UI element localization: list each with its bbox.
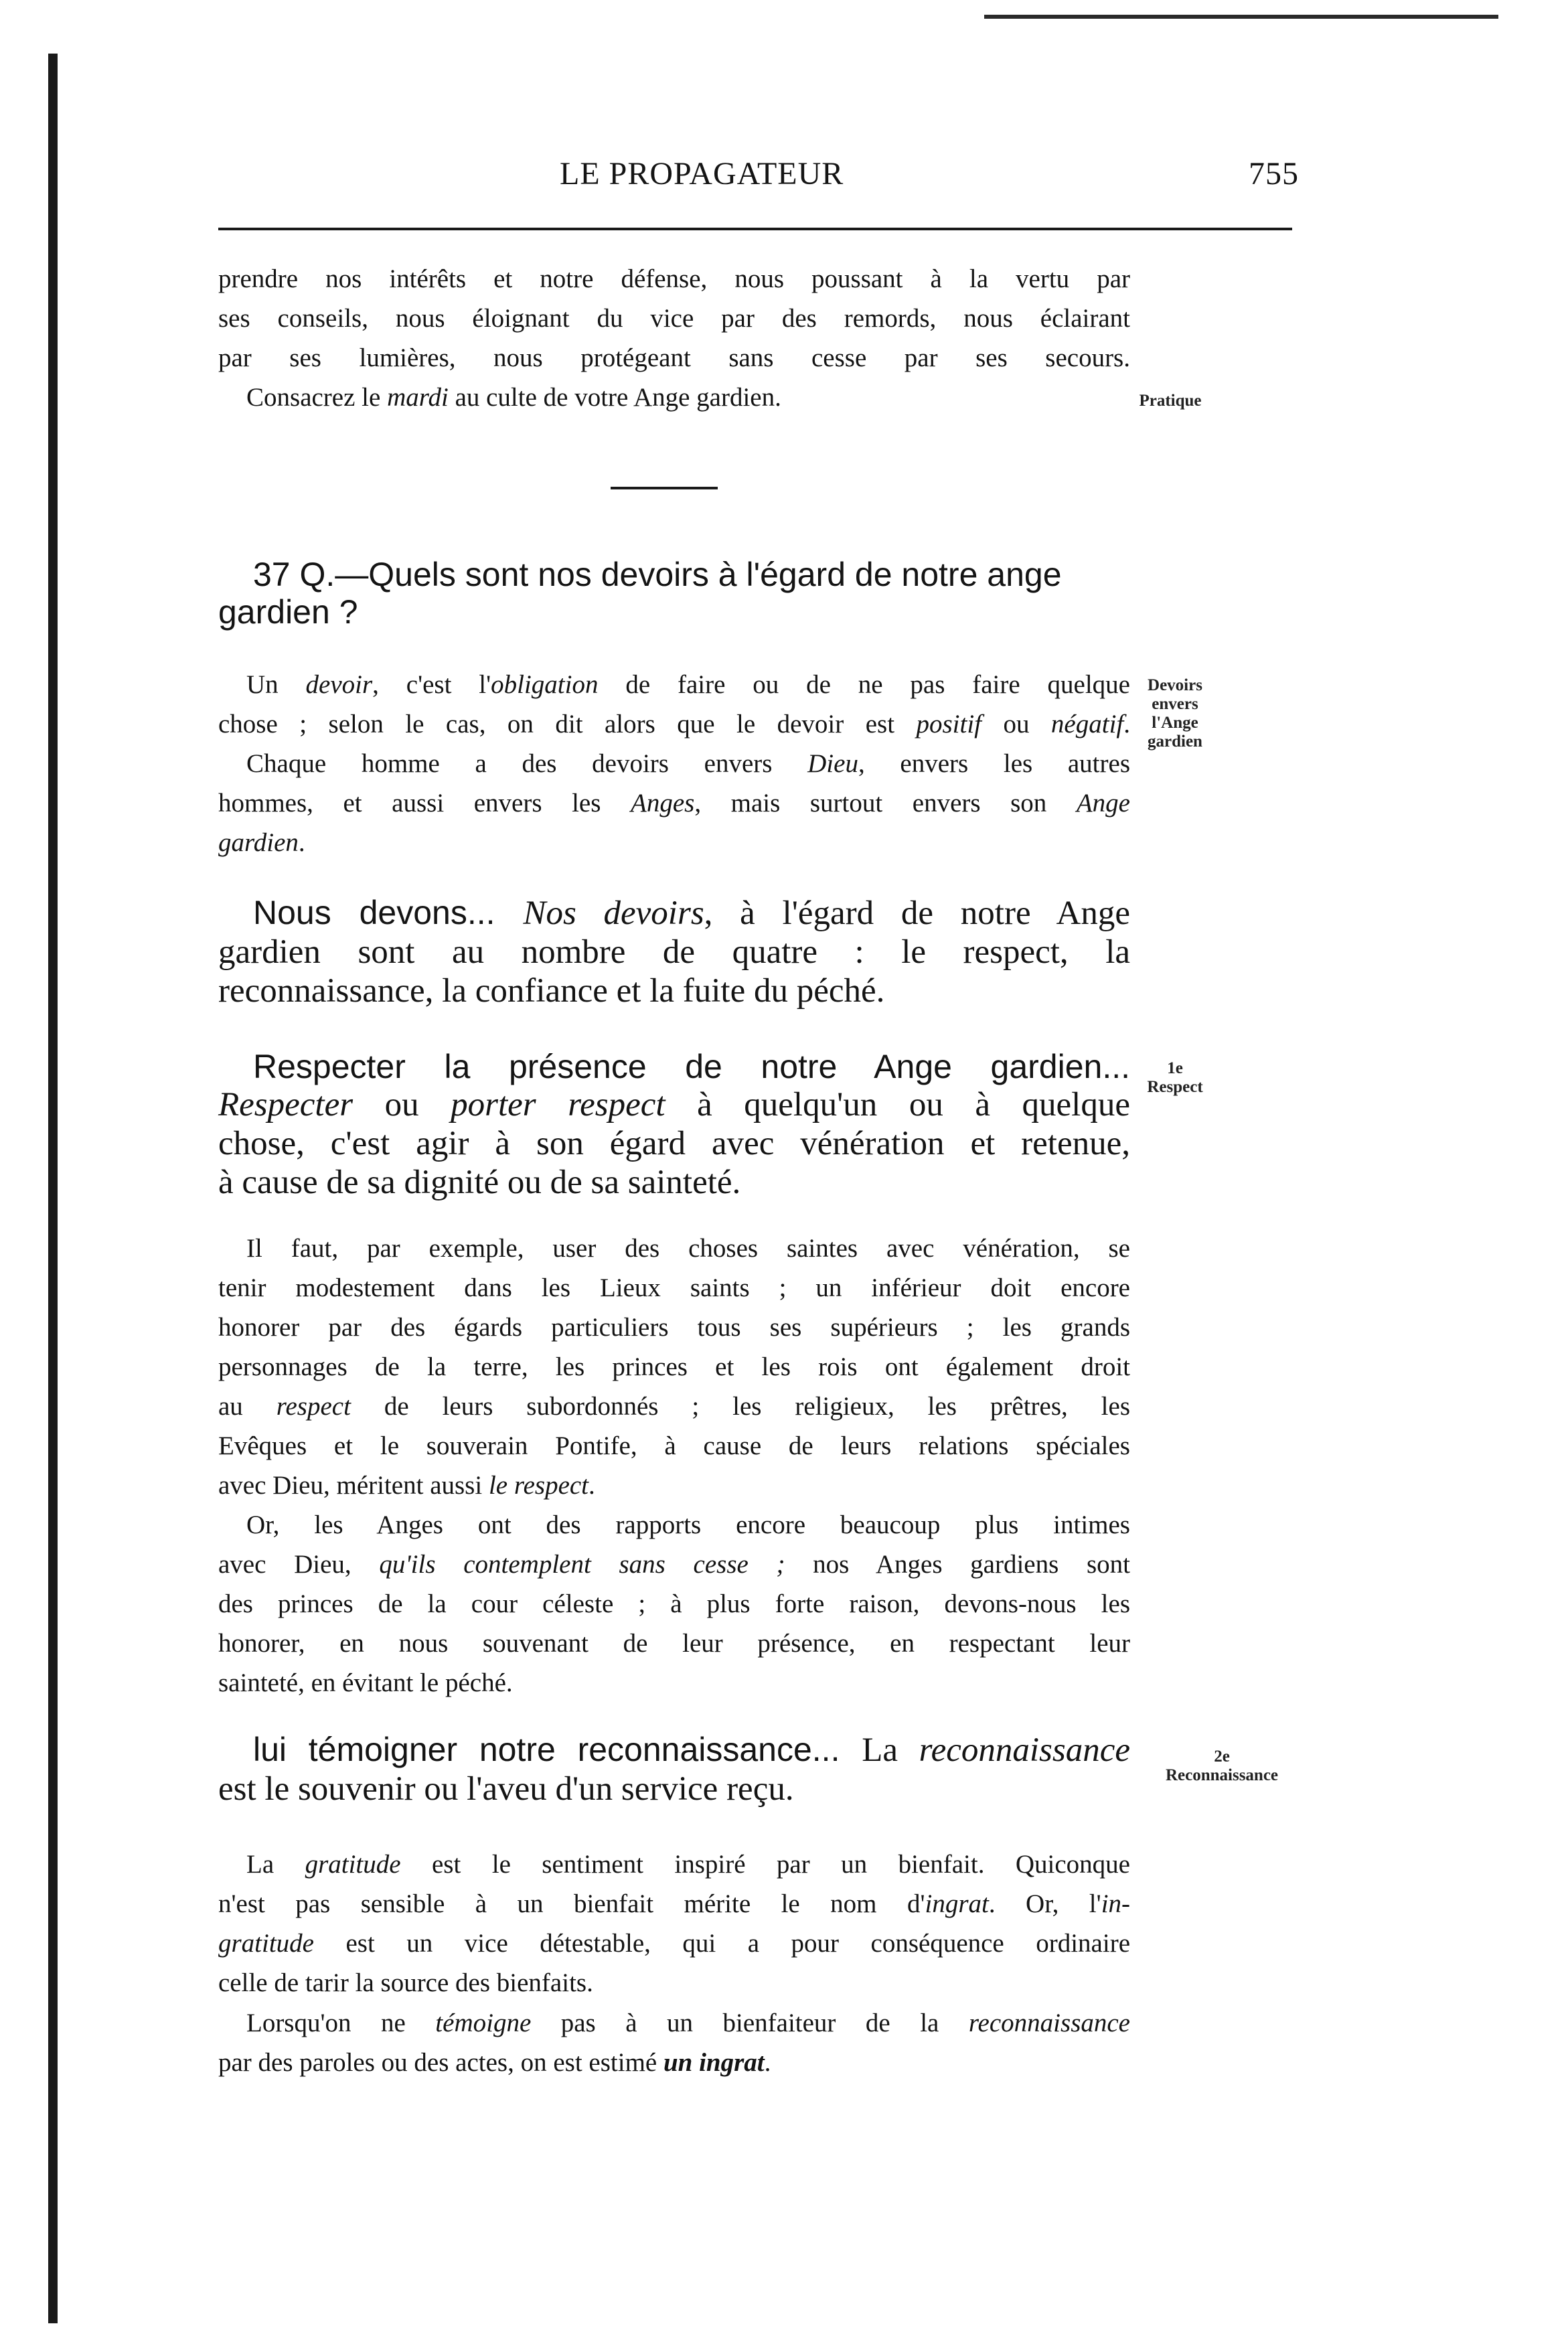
- p5-line-7: avec Dieu, méritent aussi le respect.: [218, 1471, 595, 1500]
- question-line-1: 37 Q.—Quels sont nos devoirs à l'égard de notre ange: [253, 556, 1062, 593]
- paragraph-6: [218, 1505, 1130, 1703]
- question-line-2: gardien ?: [218, 593, 358, 631]
- p2-line-2: chose ; selon le cas, on dit alors que le devoir est positif ou négatif.: [218, 710, 1130, 739]
- header-rule: [218, 228, 1292, 230]
- p4-line-3: chose, c'est agir à son égard avec vénération et retenue,: [218, 1125, 1130, 1162]
- page-edge-shadow: [48, 54, 58, 2323]
- margin-reco-number: 2e: [1214, 1747, 1230, 1766]
- margin-reco-label: Reconnaissance: [1165, 1766, 1279, 1784]
- margin-devoirs-1: Devoirs: [1148, 676, 1202, 694]
- running-head-title: LE PROPAGATEUR: [560, 156, 844, 191]
- paragraph-4: [218, 1048, 1130, 1202]
- p8-line-3: gratitude est un vice détestable, qui a pour conséquence ordinaire: [218, 1929, 1130, 1958]
- p5-line-3: honorer par des égards particuliers tous ses supérieurs ; les grands: [218, 1313, 1130, 1342]
- margin-note-respect: [1131, 1059, 1219, 1097]
- margin-respect-number: 1e: [1167, 1059, 1183, 1077]
- p8-line-4: celle de tarir la source des bienfaits.: [218, 1968, 593, 1997]
- section-divider: [611, 487, 718, 489]
- p6-line-2: avec Dieu, qu'ils contemplent sans cesse ; nos Anges gardiens sont: [218, 1550, 1130, 1579]
- p2-line-3: Chaque homme a des devoirs envers Dieu, envers les autres: [246, 749, 1130, 778]
- p6-line-4: honorer, en nous souvenant de leur présence, en respectant leur: [218, 1629, 1130, 1658]
- p1-line-2: ses conseils, nous éloignant du vice par des remords, nous éclairant: [218, 304, 1130, 333]
- p2-line-4: hommes, et aussi envers les Anges, mais surtout envers son Ange: [218, 789, 1130, 818]
- top-edge-rule: [984, 15, 1498, 19]
- p7-line-2: est le souvenir ou l'aveu d'un service reçu.: [218, 1770, 794, 1808]
- margin-note-reconnaissance: [1125, 1747, 1319, 1785]
- p7-line-1: lui témoigner notre reconnaissance... La reconnaissance: [253, 1731, 1130, 1769]
- p9-line-2: par des paroles ou des actes, on est estimé un ingrat.: [218, 2048, 771, 2077]
- p8-line-1: La gratitude est le sentiment inspiré par un bienfait. Quiconque: [246, 1850, 1130, 1879]
- p6-line-5: sainteté, en évitant le péché.: [218, 1668, 513, 1697]
- paragraph-5: [218, 1229, 1130, 1505]
- paragraph-8: [218, 1845, 1130, 2003]
- p9-line-1: Lorsqu'on ne témoigne pas à un bienfaiteur de la reconnaissance: [246, 2009, 1130, 2037]
- p6-line-1: Or, les Anges ont des rapports encore beaucoup plus intimes: [246, 1510, 1130, 1539]
- margin-devoirs-3: l'Ange: [1152, 714, 1198, 732]
- p8-line-2: n'est pas sensible à un bienfait mérite le nom d'ingrat. Or, l'in-: [218, 1889, 1131, 1918]
- paragraph-9: [218, 2003, 1130, 2082]
- page-number: 755: [1249, 156, 1299, 191]
- p4-line-4: à cause de sa dignité ou de sa sainteté.: [218, 1164, 741, 1201]
- p1-line-1: prendre nos intérêts et notre défense, nous poussant à la vertu par: [218, 264, 1130, 293]
- p4-line-1: Respecter la présence de notre Ange gardien...: [253, 1048, 1130, 1085]
- p6-line-3: des princes de la cour céleste ; à plus forte raison, devons-nous les: [218, 1589, 1130, 1618]
- p5-line-4: personnages de la terre, les princes et les rois ont également droit: [218, 1352, 1130, 1381]
- p5-line-1: Il faut, par exemple, user des choses saintes avec vénération, se: [246, 1234, 1130, 1263]
- p2-line-1: Un devoir, c'est l'obligation de faire ou de ne pas faire quelque: [246, 670, 1130, 699]
- question-37: [218, 556, 1130, 631]
- p1-line-4: Consacrez le mardi au culte de votre Ange gardien.: [246, 383, 781, 412]
- margin-devoirs-2: envers: [1152, 695, 1198, 713]
- paragraph-2: [218, 665, 1130, 862]
- paragraph-3: [218, 894, 1130, 1010]
- p4-line-2: Respecter ou porter respect à quelqu'un ou à quelque: [218, 1086, 1130, 1123]
- paragraph-1: [218, 259, 1130, 417]
- p3-line-2: gardien sont au nombre de quatre : le respect, la: [218, 933, 1130, 971]
- p1-line-3: par ses lumières, nous protégeant sans cesse par ses secours.: [218, 343, 1130, 372]
- p3-line-1: Nous devons... Nos devoirs, à l'égard de notre Ange: [253, 894, 1130, 932]
- margin-note-devoirs: [1131, 676, 1219, 751]
- p3-line-3: reconnaissance, la confiance et la fuite du péché.: [218, 972, 885, 1010]
- p2-line-5: gardien.: [218, 828, 305, 857]
- margin-respect-label: Respect: [1147, 1078, 1203, 1096]
- p5-line-6: Evêques et le souverain Pontife, à cause de leurs relations spéciales: [218, 1431, 1130, 1460]
- paragraph-7: [218, 1731, 1130, 1808]
- p5-line-2: tenir modestement dans les Lieux saints ; un inférieur doit encore: [218, 1273, 1130, 1302]
- p5-line-5: au respect de leurs subordonnés ; les religieux, les prêtres, les: [218, 1392, 1131, 1421]
- margin-devoirs-4: gardien: [1148, 732, 1202, 751]
- margin-note-pratique: Pratique: [1139, 392, 1202, 410]
